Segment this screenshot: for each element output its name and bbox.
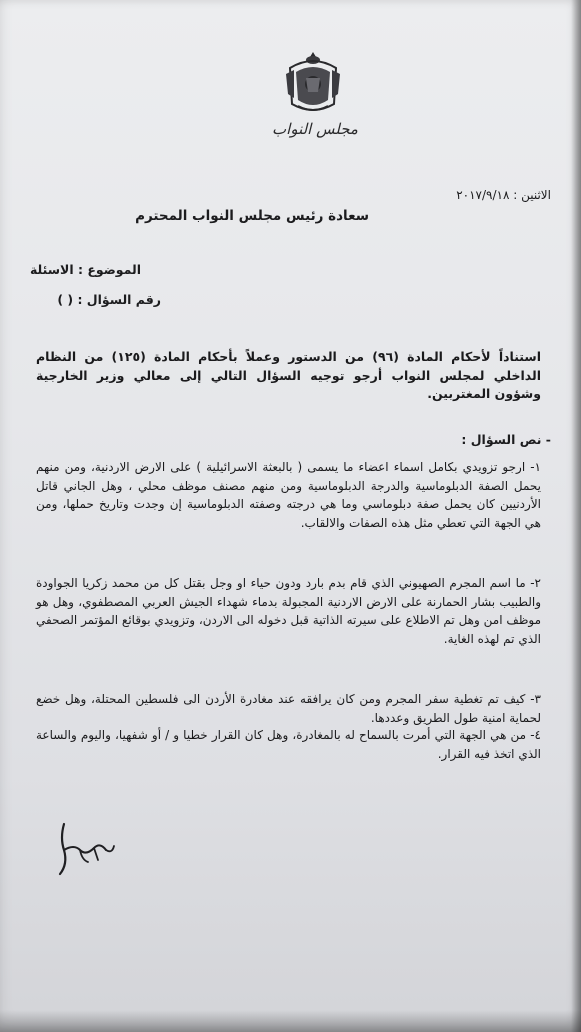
page-bottom-shadow — [0, 1010, 581, 1032]
handwritten-signature-icon — [50, 820, 120, 880]
intro-paragraph: استناداً لأحكام المادة (٩٦) من الدستور وعملاً بأحكام المادة (١٢٥) من النظام الداخلي لمجلس النواب أرجو توجيه السؤال التالي إلى معالي وزير الخارجية وشؤون المغتربين. — [36, 349, 541, 401]
question-number: رقم السؤال : ( ) — [57, 292, 161, 307]
question-heading: - نص السؤال : — [461, 432, 551, 447]
question-paragraph: ٤- من هي الجهة التي أمرت بالسماح له بالمغادرة، وهل كان القرار خطيا و / أو شفهيا، واليوم والساعة الذي اتخذ فيه القرار. — [36, 728, 541, 761]
question-paragraph: ٢- ما اسم المجرم الصهيوني الذي قام بدم بارد ودون حياء او وجل بقتل كل من محمد زكريا الجواودة والطبيب بشار الحمارنة على الارض الاردنية المجبولة بدماء شهداء الجيش العربي المصطفوي، وهل هو موظف امن وهل تم الاطلاع على سيرته الذاتية قبل دخوله الى الاردن، وتزويدي بوقائع المؤتمر الصحفي الذي تم لهذه الغاية. — [36, 576, 541, 646]
question-paragraph: ١- ارجو تزويدي بكامل اسماء اعضاء ما يسمى ( بالبعثة الاسرائيلية ) على الارض الاردنية، ومن منهم يحمل الصفة الدبلوماسية والدرجة الدبلوماسية ومن منهم مصنف موظف محلي ، وهل الجاني قاتل الأردنيين كان يحمل صفة دبلوماسي وما هي درجته وصفته الدبلوماسية إن وجدت وتاريخ حملها، ومن هي الجهة التي تعطي مثل هذه الصفات والالقاب. — [36, 460, 541, 530]
org-name: مجلس النواب — [272, 120, 358, 138]
coat-of-arms-icon — [282, 48, 344, 118]
greeting: سعادة رئيس مجلس النواب المحترم — [135, 208, 369, 224]
subject-line: الموضوع : الاسئلة — [29, 262, 141, 277]
letter-date: الاثنين : ٢٠١٧/٩/١٨ — [456, 188, 551, 202]
page-edge-shadow — [571, 0, 581, 1032]
question-paragraph: ٣- كيف تم تغطية سفر المجرم ومن كان يرافقه عند مغادرة الأردن الى فلسطين المحتلة، وهل خضع لحماية امنية طول الطريق وعددها. — [36, 692, 541, 725]
